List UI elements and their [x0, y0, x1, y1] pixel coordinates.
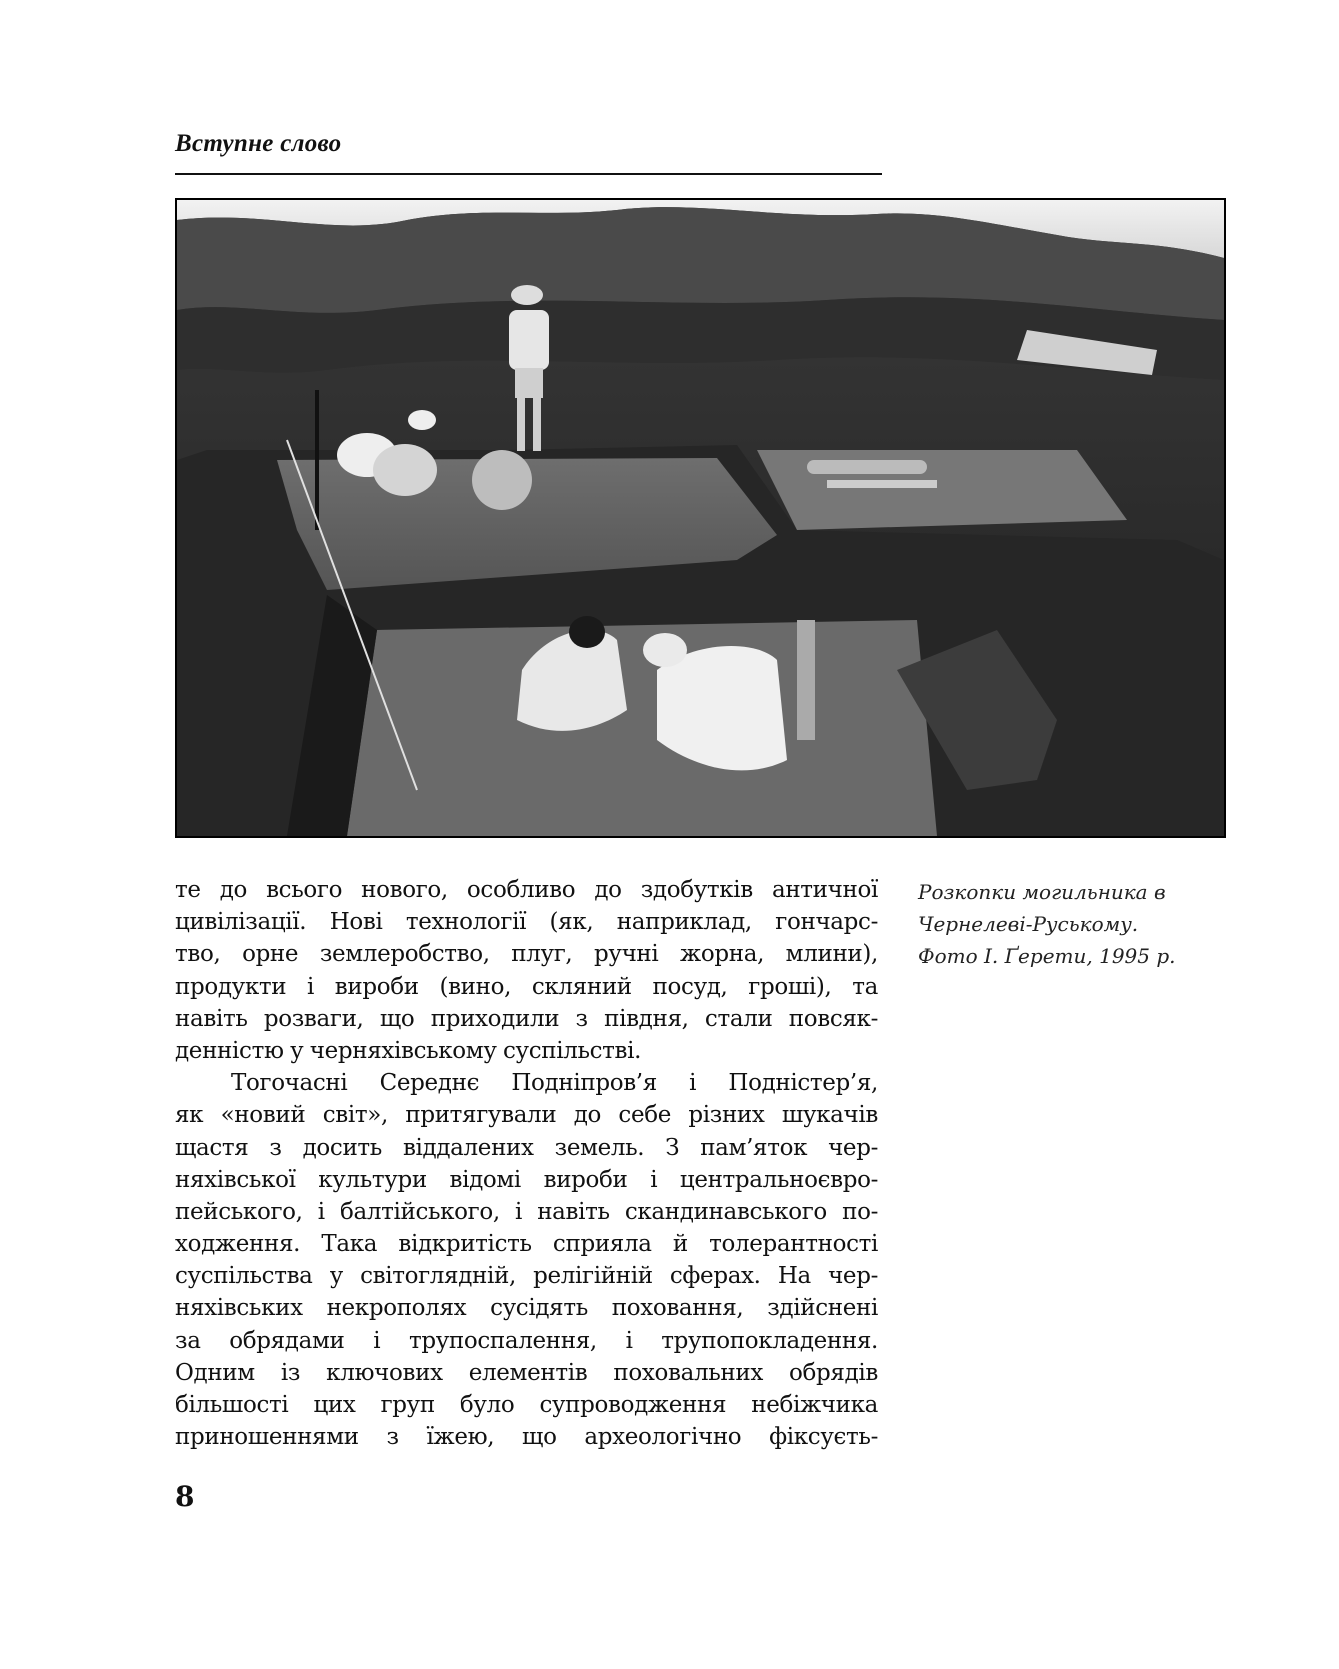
- text-line: цивілізації. Нові технології (як, наприклад, гончарс-: [175, 909, 878, 936]
- text-line: Тогочасні Середнє Подніпров’я і Подністер’я,: [231, 1070, 878, 1097]
- text-line: щастя з досить віддалених земель. З пам’яток чер-: [175, 1134, 878, 1161]
- caption-line: Фото І. Ґерети, 1995 р.: [918, 944, 1176, 968]
- paragraph-2: [175, 1067, 878, 1453]
- caption-line: Розкопки могильника в: [918, 880, 1166, 904]
- text-line: суспільства у світоглядній, релігійній сферах. На чер-: [175, 1263, 878, 1290]
- text-line: приношеннями з їжею, що археологічно фіксуєть-: [175, 1424, 878, 1451]
- paragraph-1: [175, 874, 878, 1067]
- text-line: денністю у черняхівському суспільстві.: [175, 1037, 642, 1064]
- text-line: пейського, і балтійського, і навіть скандинавського по-: [175, 1198, 878, 1225]
- running-header-title: Вступне слово: [175, 130, 342, 157]
- text-line: як «новий світ», притягували до себе різних шукачів: [175, 1102, 878, 1129]
- body-text: [175, 874, 878, 1453]
- text-line: більшості цих груп було супроводження небіжчика: [175, 1392, 878, 1418]
- caption-line: Чернелеві-Руському.: [918, 912, 1139, 936]
- excavation-photo: [175, 198, 1226, 838]
- text-line: за обрядами і трупоспалення, і трупопокладення.: [175, 1327, 878, 1354]
- photo-caption: [918, 876, 1218, 972]
- text-line: те до всього нового, особливо до здобутків античної: [175, 877, 878, 903]
- text-line: тво, орне землеробство, плуг, ручні жорна, млини),: [175, 941, 878, 968]
- text-line: Одним із ключових елементів поховальних обрядів: [175, 1359, 878, 1386]
- page-number: 8: [175, 1480, 195, 1513]
- header-divider: [175, 173, 882, 175]
- text-line: продукти і вироби (вино, скляний посуд, гроші), та: [175, 973, 878, 1000]
- text-line: няхівської культури відомі вироби і центральноєвро-: [175, 1166, 878, 1193]
- text-line: няхівських некрополях сусідять поховання, здійснені: [175, 1295, 878, 1322]
- text-line: навіть розваги, що приходили з півдня, стали повсяк-: [175, 1005, 878, 1032]
- text-line: ходження. Така відкритість сприяла й толерантності: [175, 1231, 878, 1258]
